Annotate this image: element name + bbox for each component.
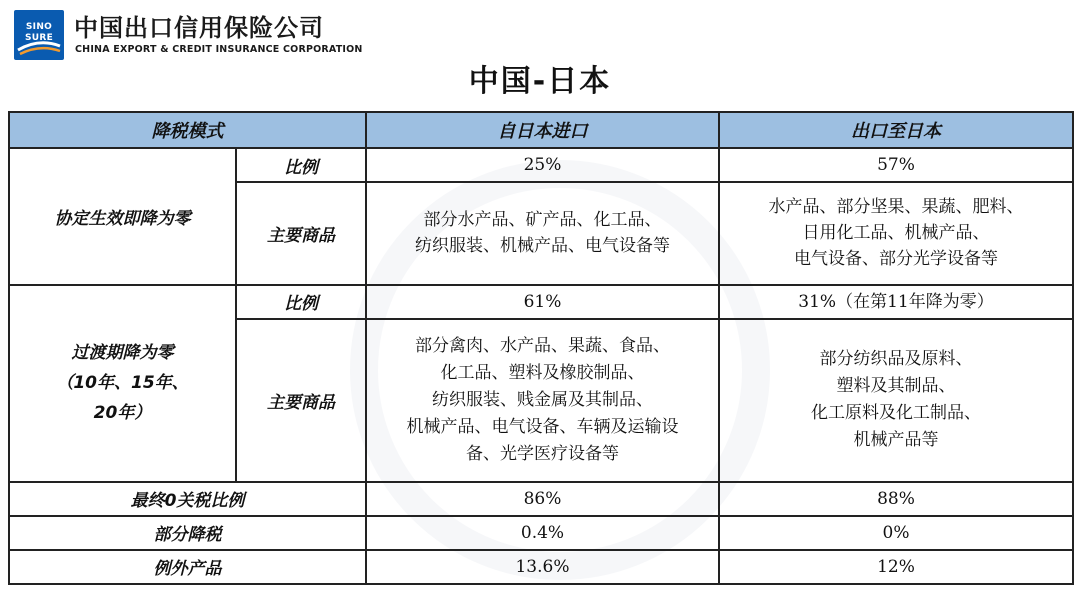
goods-line: 部分禽肉、水产品、果蔬、食品、 xyxy=(415,335,670,356)
logo-text xyxy=(14,22,64,44)
partial-label: 部分降税 xyxy=(9,516,366,550)
header-export: 出口至日本 xyxy=(719,112,1073,148)
exception-label: 例外产品 xyxy=(9,550,366,584)
goods-line: 机械产品等 xyxy=(853,430,939,451)
immediate-ratio-export: 57% xyxy=(719,148,1073,182)
goods-line: 化工品、塑料及橡胶制品、 xyxy=(440,362,645,383)
company-name-en: CHINA EXPORT & CREDIT INSURANCE CORPORATION xyxy=(75,44,363,55)
table-row xyxy=(9,550,1073,584)
category-line: （10年、15年、 xyxy=(56,373,189,394)
goods-label: 主要商品 xyxy=(236,182,366,284)
goods-line: 纺织服装、贱金属及其制品、 xyxy=(432,389,653,410)
header-mode: 降税模式 xyxy=(9,112,366,148)
category-transition xyxy=(9,285,236,482)
logo-text-top: SINO xyxy=(25,22,53,32)
transition-ratio-import: 61% xyxy=(366,285,719,319)
partial-import: 0.4% xyxy=(366,516,719,550)
category-line: 20年） xyxy=(93,403,152,424)
goods-line: 纺织服装、机械产品、电气设备等 xyxy=(415,236,670,257)
company-name-cn: 中国出口信用保险公司 xyxy=(74,14,324,42)
ratio-label: 比例 xyxy=(236,285,366,319)
sinosure-logo xyxy=(14,10,64,60)
goods-line: 塑料及其制品、 xyxy=(836,376,956,397)
transition-ratio-export: 31%（在第11年降为零） xyxy=(719,285,1073,319)
table-header-row xyxy=(9,112,1073,148)
ratio-label: 比例 xyxy=(236,148,366,182)
logo-text-bottom: SURE xyxy=(24,33,54,43)
transition-goods-export xyxy=(719,319,1073,482)
goods-line: 水产品、部分坚果、果蔬、肥料、 xyxy=(768,197,1024,218)
immediate-goods-export xyxy=(719,182,1073,284)
category-immediate: 协定生效即降为零 xyxy=(9,148,236,285)
goods-line: 机械产品、电气设备、车辆及运输设 xyxy=(406,416,679,437)
goods-label: 主要商品 xyxy=(236,319,366,482)
table-row xyxy=(9,516,1073,550)
immediate-ratio-import: 25% xyxy=(366,148,719,182)
header-import: 自日本进口 xyxy=(366,112,719,148)
table-row xyxy=(9,148,1073,182)
transition-goods-import xyxy=(366,319,719,482)
goods-line: 备、光学医疗设备等 xyxy=(466,443,619,464)
table-row xyxy=(9,285,1073,319)
tariff-table xyxy=(8,111,1074,585)
page-title: 中国-日本 xyxy=(468,64,612,99)
goods-line: 部分水产品、矿产品、化工品、 xyxy=(423,210,662,231)
category-line: 过渡期降为零 xyxy=(71,343,174,364)
immediate-goods-import xyxy=(366,182,719,284)
goods-line: 日用化工品、机械产品、 xyxy=(802,223,990,244)
final-zero-export: 88% xyxy=(719,482,1073,516)
goods-line: 部分纺织品及原料、 xyxy=(819,349,973,370)
table-row xyxy=(9,482,1073,516)
exception-import: 13.6% xyxy=(366,550,719,584)
goods-line: 化工原料及化工制品、 xyxy=(811,403,981,424)
final-zero-label: 最终0关税比例 xyxy=(9,482,366,516)
exception-export: 12% xyxy=(719,550,1073,584)
partial-export: 0% xyxy=(719,516,1073,550)
goods-line: 电气设备、部分光学设备等 xyxy=(794,249,998,270)
final-zero-import: 86% xyxy=(366,482,719,516)
